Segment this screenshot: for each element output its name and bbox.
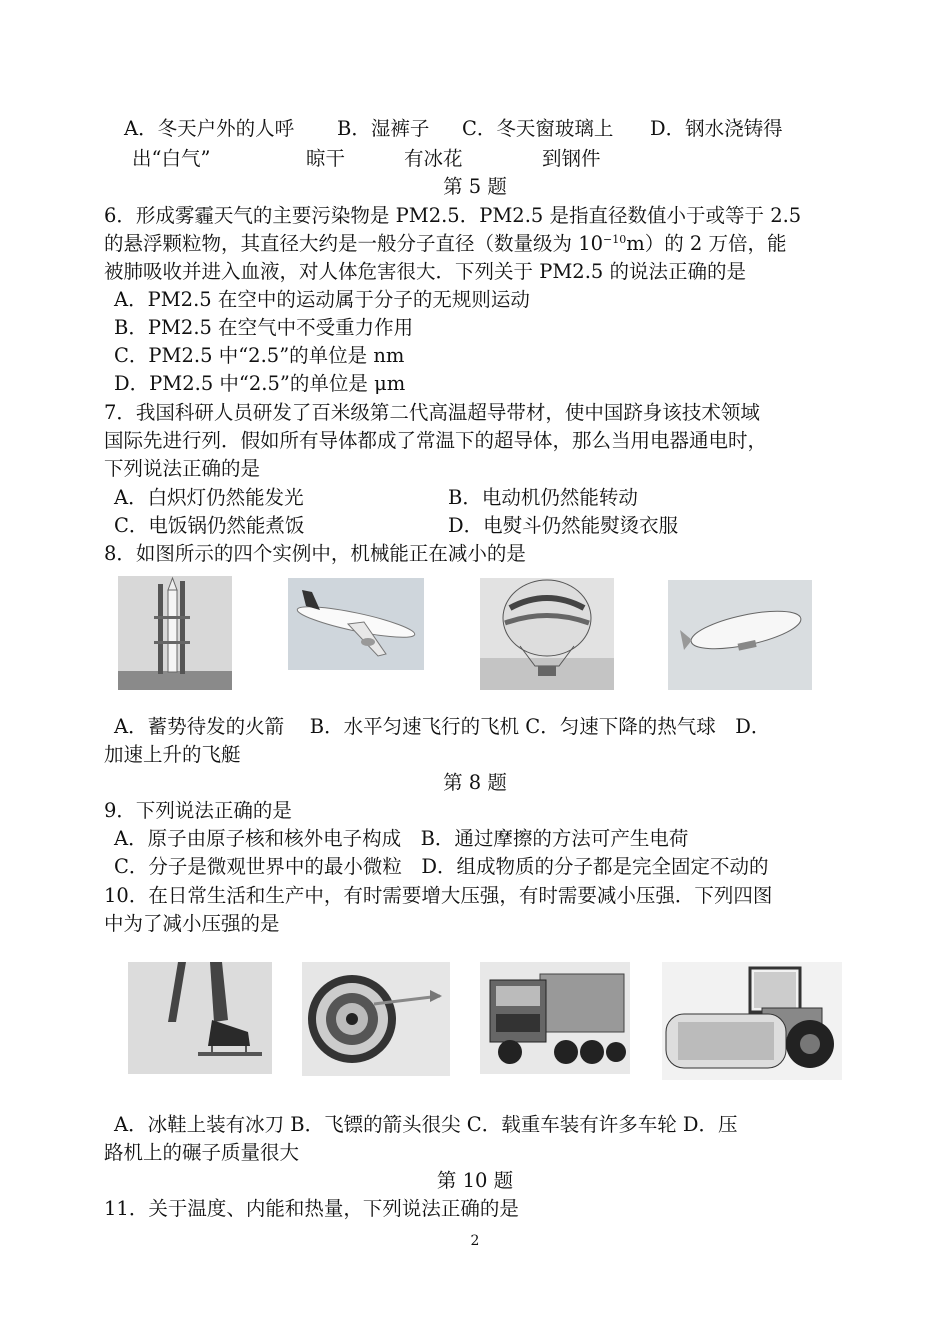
q10-options-line2: 路机上的碾子质量很大 [104, 1141, 300, 1164]
q10-caption: 第 10 题 [436, 1169, 514, 1192]
q6-option-d: D．PM2.5 中“2.5”的单位是 μm [114, 372, 406, 395]
q5-option-b-line2: 晾干 [306, 147, 346, 170]
page-number: 2 [470, 1233, 480, 1249]
q10-options-line1: A．冰鞋上装有冰刀 B．飞镖的箭头很尖 C．载重车装有许多车轮 D．压 [114, 1113, 738, 1136]
road-roller-photo [662, 962, 842, 1080]
q6-line2-post: m）的 2 万倍，能 [626, 232, 787, 255]
q9-options-row2: C．分子是微观世界中的最小微粒 D．组成物质的分子都是完全固定不动的 [114, 855, 769, 878]
heavy-truck-photo [480, 962, 630, 1074]
q5-option-c-line1: C．冬天窗玻璃上 [462, 117, 614, 140]
q6-option-b: B．PM2.5 在空气中不受重力作用 [114, 316, 414, 339]
q8-caption: 第 8 题 [443, 771, 507, 794]
q9-stem: 9．下列说法正确的是 [104, 799, 292, 822]
q5-caption: 第 5 题 [443, 175, 507, 198]
q6-option-a: A．PM2.5 在空中的运动属于分子的无规则运动 [114, 288, 530, 311]
q5-option-d-line2: 到钢件 [542, 147, 601, 170]
airplane-photo [288, 578, 424, 670]
q6-option-c: C．PM2.5 中“2.5”的单位是 nm [114, 344, 405, 367]
rocket-photo [118, 576, 232, 690]
q5-option-a-line2: 出“白气” [132, 147, 211, 170]
q7-stem-line3: 下列说法正确的是 [104, 457, 261, 480]
airship-photo [668, 580, 812, 690]
q8-options-line1: A．蓄势待发的火箭 B．水平匀速飞行的飞机 C．匀速下降的热气球 D． [114, 715, 771, 738]
q9-options-row1: A．原子由原子核和核外电子构成 B．通过摩擦的方法可产生电荷 [114, 827, 689, 850]
q6-line2-pre: 的悬浮颗粒物，其直径大约是一般分子直径（数量级为 10 [104, 232, 604, 255]
q5-option-b-line1: B．湿裤子 [337, 117, 430, 140]
q6-stem-line2 [104, 231, 787, 257]
q7-option-d: D．电熨斗仍然能熨烫衣服 [448, 514, 679, 537]
q10-stem-line2: 中为了减小压强的是 [104, 912, 280, 935]
q7-option-a: A．白炽灯仍然能发光 [114, 486, 304, 509]
q8-options-line2: 加速上升的飞艇 [104, 743, 241, 766]
q6-stem-line1: 6．形成雾霾天气的主要污染物是 PM2.5．PM2.5 是指直径数值小于或等于 2.5 [104, 204, 802, 227]
q7-option-c: C．电饭锅仍然能煮饭 [114, 514, 305, 537]
q7-stem-line2: 国际先进行列．假如所有导体都成了常温下的超导体，那么当用电器通电时， [104, 429, 768, 452]
q6-stem-line3: 被肺吸收并进入血液，对人体危害很大．下列关于 PM2.5 的说法正确的是 [104, 260, 746, 283]
q5-option-a-line1: A．冬天户外的人呼 [124, 117, 295, 140]
dartboard-photo [302, 962, 450, 1076]
q10-stem-line1: 10．在日常生活和生产中，有时需要增大压强，有时需要减小压强．下列四图 [104, 884, 773, 907]
q8-stem: 8．如图所示的四个实例中，机械能正在减小的是 [104, 542, 526, 565]
q5-option-c-line2: 有冰花 [404, 147, 463, 170]
q7-stem-line1: 7．我国科研人员研发了百米级第二代高温超导带材，使中国跻身该技术领域 [104, 401, 760, 424]
ice-skate-photo [128, 962, 272, 1074]
q7-option-b: B．电动机仍然能转动 [448, 486, 638, 509]
hot-air-balloon-photo [480, 578, 614, 690]
q5-option-d-line1: D．钢水浇铸得 [650, 117, 783, 140]
q6-exponent: −10 [603, 233, 627, 246]
q11-stem: 11．关于温度、内能和热量，下列说法正确的是 [104, 1197, 519, 1220]
